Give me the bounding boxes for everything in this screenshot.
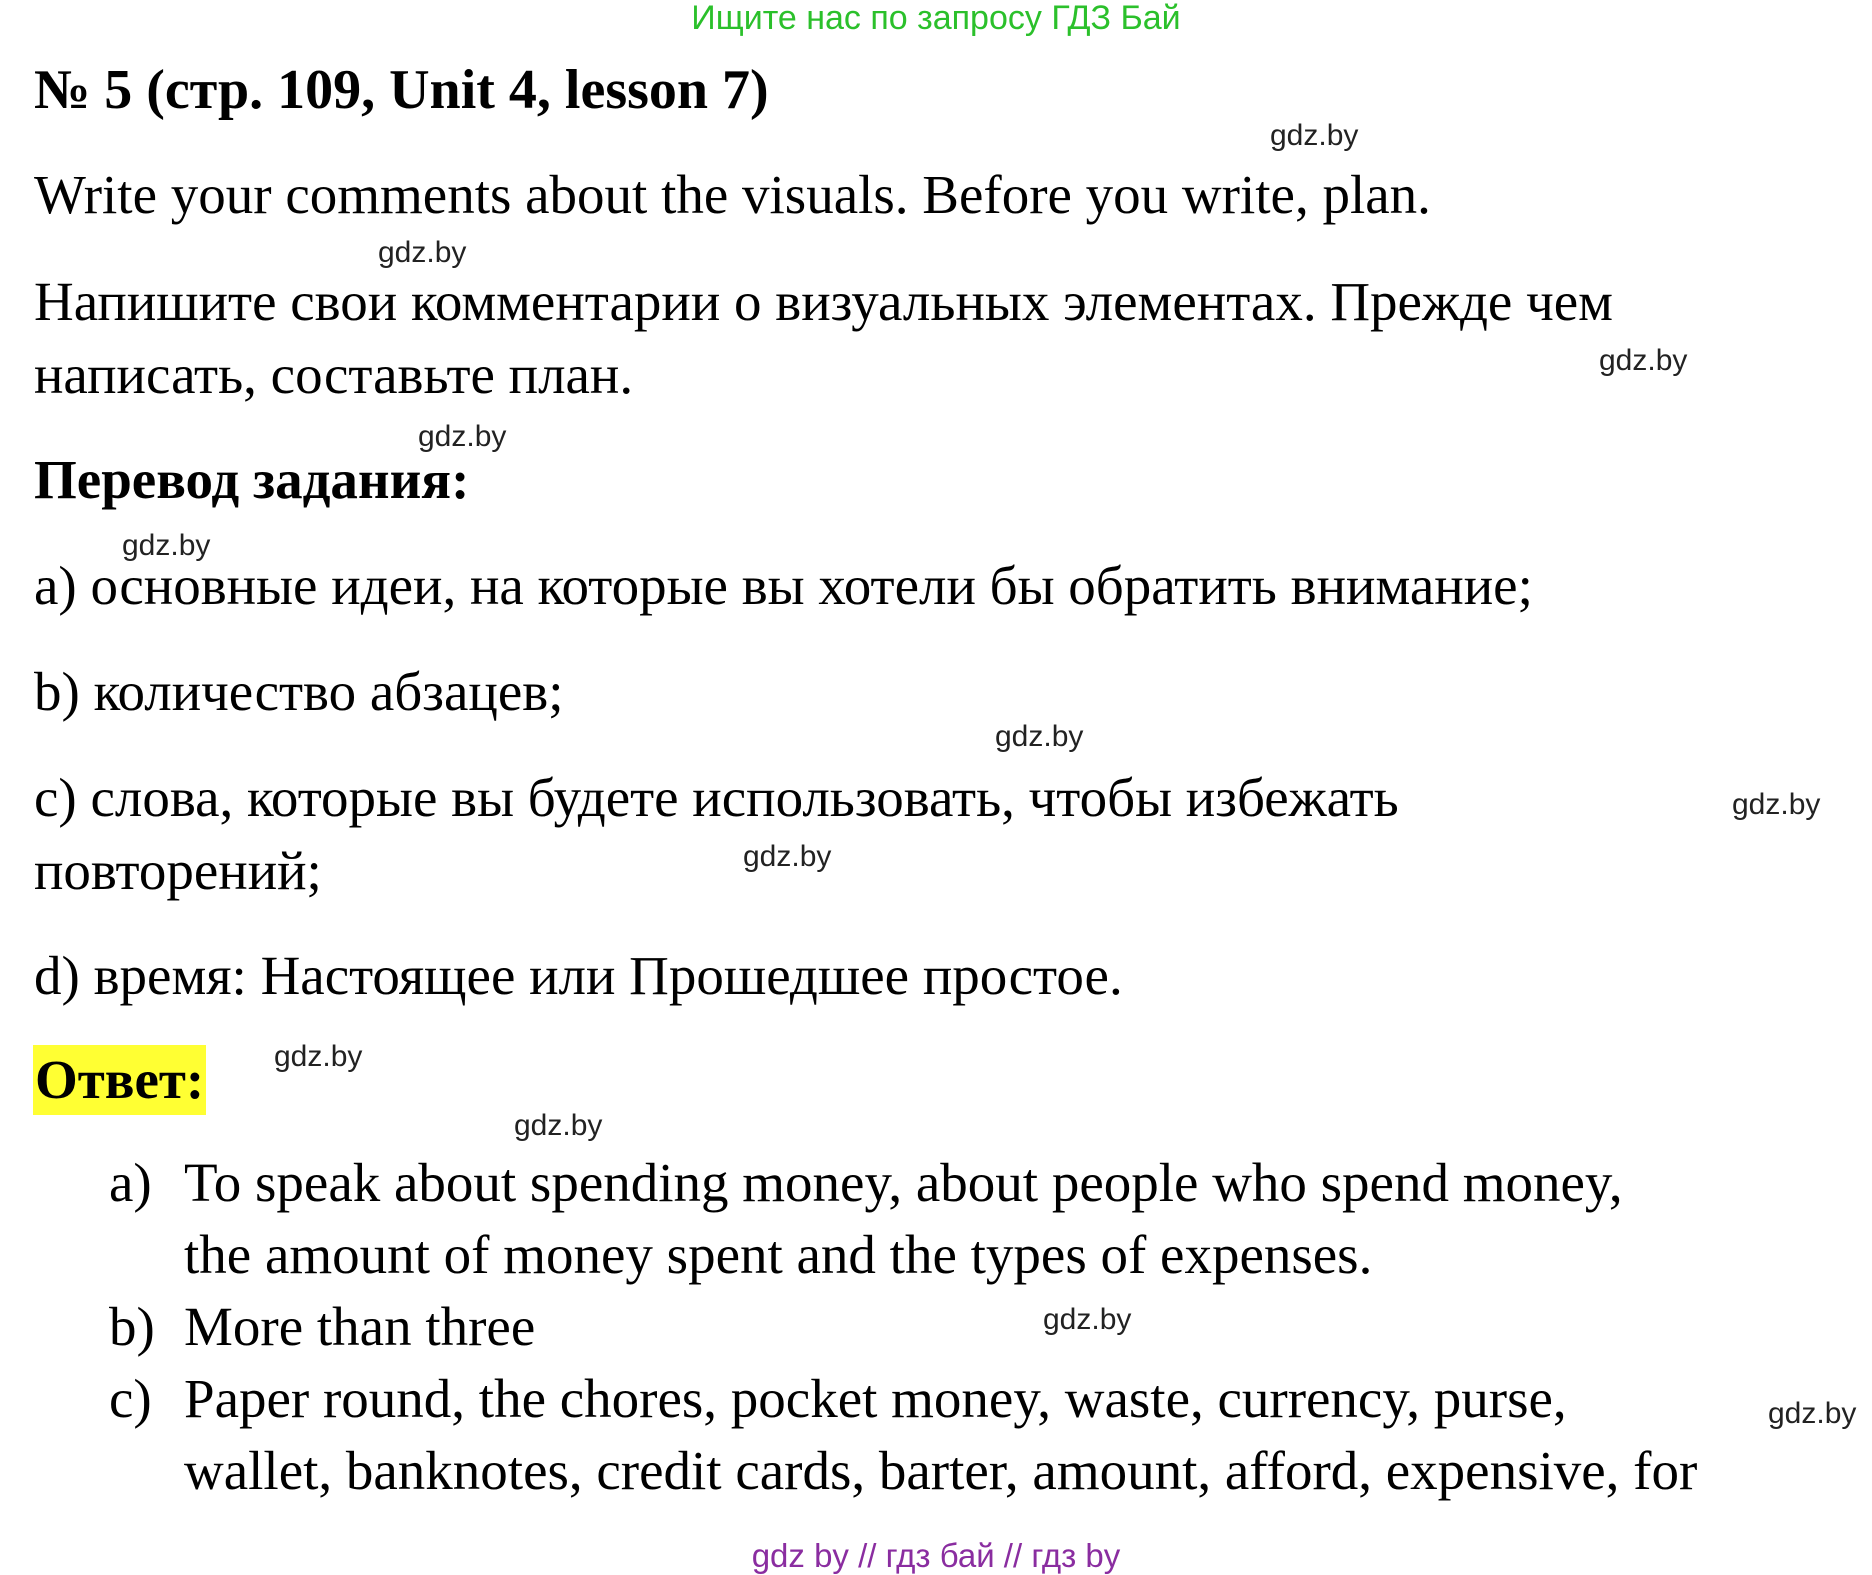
translation-item-c-line-2: повторений; xyxy=(34,840,322,901)
answer-item-c-line-1: Paper round, the chores, pocket money, waste, currency, purse, xyxy=(184,1368,1567,1429)
answer-item-a-line-1: To speak about spending money, about people who spend money, xyxy=(184,1152,1623,1213)
watermark: gdz.by xyxy=(418,420,507,453)
translation-item-b: b) количество абзацев; xyxy=(34,661,564,722)
answer-label: Ответ: xyxy=(33,1045,206,1115)
exercise-heading: № 5 (стр. 109, Unit 4, lesson 7) xyxy=(34,59,769,121)
watermark: gdz.by xyxy=(122,529,211,562)
translation-item-c-line-1: c) слова, которые вы будете использовать, чтобы избежать xyxy=(34,767,1399,828)
watermark: gdz.by xyxy=(1768,1397,1857,1430)
watermark: gdz.by xyxy=(378,236,467,269)
answer-item-a-letter: a) xyxy=(109,1152,152,1213)
task-russian-line-2: написать, составьте план. xyxy=(34,344,634,405)
answer-item-c-letter: c) xyxy=(109,1368,152,1429)
watermark: gdz.by xyxy=(1043,1303,1132,1336)
watermark: gdz.by xyxy=(514,1109,603,1142)
answer-item-a-line-2: the amount of money spent and the types of expenses. xyxy=(184,1224,1373,1285)
top-banner: Ищите нас по запросу ГДЗ Бай xyxy=(691,0,1181,37)
watermark: gdz.by xyxy=(274,1040,363,1073)
answer-item-b-line-1: More than three xyxy=(184,1296,536,1357)
footer-links: gdz by // гдз бай // гдз by xyxy=(751,1537,1121,1574)
watermark: gdz.by xyxy=(1732,788,1821,821)
task-english: Write your comments about the visuals. Before you write, plan. xyxy=(34,164,1431,225)
answer-item-c-line-2: wallet, banknotes, credit cards, barter, amount, afford, expensive, for xyxy=(184,1440,1698,1501)
translation-item-d: d) время: Настоящее или Прошедшее простое. xyxy=(34,945,1123,1006)
translation-item-a: a) основные идеи, на которые вы хотели бы обратить внимание; xyxy=(34,555,1533,616)
translation-title: Перевод задания: xyxy=(34,449,470,510)
task-russian-line-1: Напишите свои комментарии о визуальных элементах. Прежде чем xyxy=(34,271,1613,332)
watermark: gdz.by xyxy=(1599,344,1688,377)
answer-item-b-letter: b) xyxy=(109,1296,155,1357)
watermark: gdz.by xyxy=(1270,119,1359,152)
watermark: gdz.by xyxy=(995,720,1084,753)
watermark: gdz.by xyxy=(743,840,832,873)
